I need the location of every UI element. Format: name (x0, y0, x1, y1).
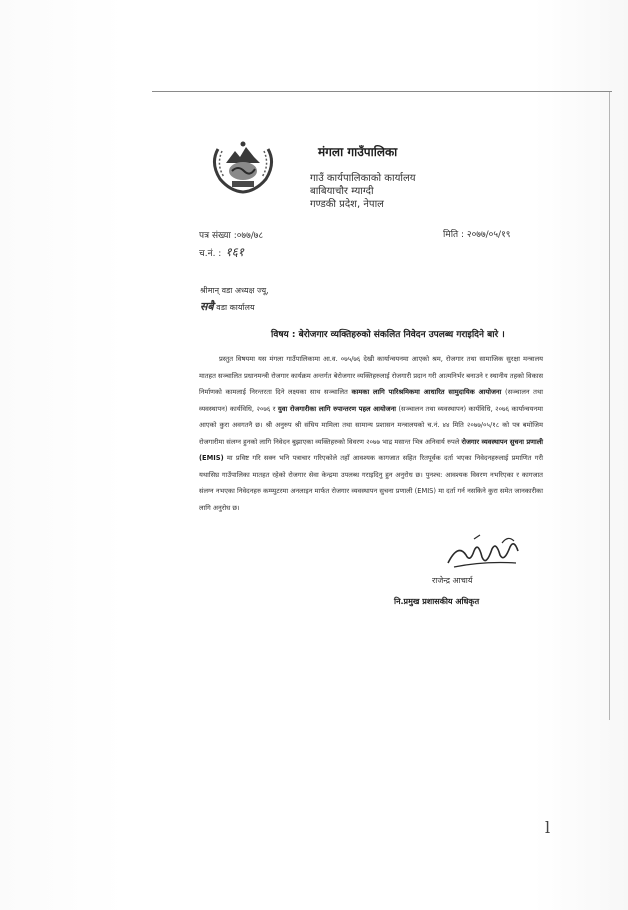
organization-name: मंगला गाउँपालिका (318, 145, 398, 159)
dispatch-number (199, 243, 244, 260)
addressee-office (200, 299, 255, 314)
page-border-right (609, 92, 610, 720)
body-text-segment: प्रस्तुत विषयमा यस मंगला गाउँपालिकामा आ.व. ०७५/७६ देखी कार्यान्वयनमा आएको श्रम, रोजगार तथा सामाजिक सुरक्षा मन्त्रालय मातहत सञ्चालित प्रधानमन्त्री रोजगार कार्यक्रम अन्तर्गत बेरोजगार व्यक्तिहरुलाई रोजगारी प्रदान गरी आत्मनिर्भर बनाउने र स्थानीय तहको विकास निर्माणको कामलाई निरन्तरता दिने लक्ष्यका साथ सञ्चालित (199, 355, 543, 396)
body-text-segment: (सञ्चालन तथा व्यवस्थापन) कार्यविधि, २०७६ कार्यान्वयनमा आएको कुरा अवगतनै छ। श्री अनुरुप श्री संघिय मामिला तथा सामान्य प्रशासन मन्त्रालयको च.नं. ४४ मिति २०७७/०५/१८ को पत्र बमोजिम रोजगारीमा संलग्न हुनको लागि निवेदन बुझाएका व्यक्तिहरुको विवरण २०७७ भाद्र मसान्त भित्र अनिवार्य रुपले (199, 404, 543, 446)
body-text-segment: मा प्रविष्ट गरि सक्न भनि पत्राचार गरिएकोले तहाँ आवश्यक कागजात सहित रितपूर्वक दर्ता भएका निवेदनहरुलाई प्रमाणित गरी यथासिघ्र गाउँपालिका मातहत रहेको रोजगार सेवा केन्द्रमा उपलब्ध गराइदिनु हुन अनुरोध छ। पुनश्च: आवश्यक विवरण नभरिएका र कागजात संलग्न नभएका निवेदनहरु कम्प्युटरमा अनलाइन मार्फत रोजगार व्यवस्थापन सुचना प्रणाली (EMIS) मा दर्ता गर्न नसकिने कुरा समेत जानकारीका लागि अनुरोध छ। (199, 454, 543, 512)
letter-date: मिति : २०७७/०५/१९ (443, 230, 511, 240)
body-bold-segment: कामका लागि पारिश्रमिकमा आधारित सामुदायिक आयोजना (351, 388, 502, 396)
page-border-top (152, 91, 612, 92)
letter-subject: विषय : बेरोजगार व्यक्तिहरुको संकलित निवेदन उपलब्ध गराइदिने बारे । (271, 330, 505, 340)
addressee-ward-handwritten: सबै (200, 300, 214, 313)
office-name: गाउँ कार्यपालिकाको कार्यालय (310, 173, 416, 184)
addressee-office-label: वडा कार्यालय (216, 303, 255, 312)
dispatch-label: च.नं. : (199, 249, 222, 259)
signatory-name: राजेन्द्र आचार्य (432, 576, 473, 585)
margin-mark: l (545, 818, 551, 837)
body-paragraph (199, 351, 543, 516)
letter-reference-number: पत्र संख्या :०७७/७८ (199, 231, 264, 241)
nepal-emblem-icon (208, 141, 278, 195)
handwritten-signature (444, 533, 524, 573)
signatory-title: नि.प्रमुख प्रशासकीय अधिकृत (394, 597, 480, 606)
office-location: बाबियाचौर म्याग्दी (310, 186, 374, 197)
office-province: गण्डकी प्रदेश, नेपाल (310, 199, 384, 210)
body-bold-segment: रोजगार व्यवस्थापन सुचना प्रणाली (EMIS) (199, 437, 543, 462)
addressee-salutation: श्रीमान् वडा अध्यक्ष ज्यू, (200, 286, 269, 295)
body-text-segment: (सञ्चालन तथा व्यवस्थापन) कार्यविधि, २०७६ र (199, 388, 543, 413)
dispatch-number-value: १६१ (225, 245, 245, 259)
body-bold-segment: युवा रोजगारीका लागि रुपान्तरण पहल आयोजना (277, 404, 397, 413)
letter-body (199, 351, 543, 516)
